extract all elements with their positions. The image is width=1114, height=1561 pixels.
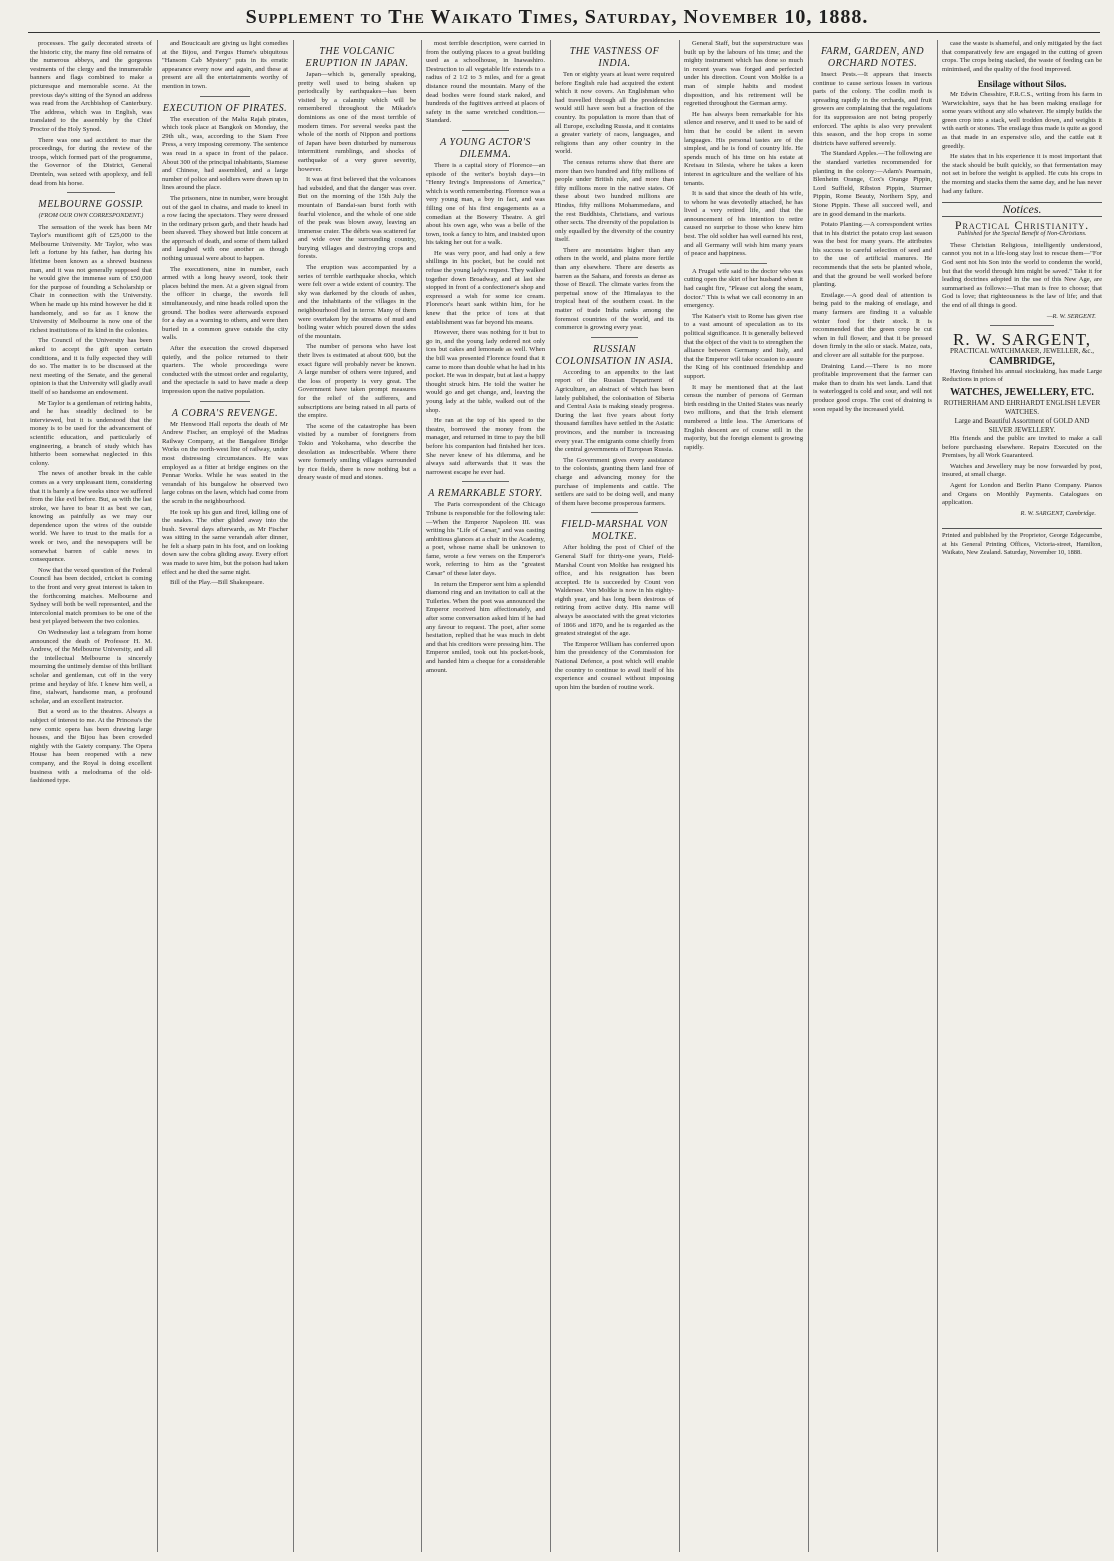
paragraph: The Paris correspondent of the Chicago Tribune is responsible for the following tale:—When the Emperor Napoleon III. was writing his "Life of Cæsar," and was casting ambitious glances at a chair in the Academy, a poet, whose name shall be unknown to fame, wrote a few verses on the Emperor's work, referring to him as the "greatest Cæsar" of these later days. [426, 501, 545, 578]
advertisement-stock: Large and Beautiful Assortment of GOLD AND SILVER JEWELLERY. [954, 417, 1090, 434]
masthead-rule [28, 32, 1100, 33]
separator [200, 401, 250, 402]
column-divider [550, 40, 551, 1552]
masthead: Supplement to The Waikato Times, Saturday, November 10, 1888. [245, 6, 869, 28]
paragraph: The Emperor William has conferred upon him the presidency of the Commission for National Defence, a post which will enable the country to continue to avail itself of his experience and counsel without imposing upon him the burden of routine work. [555, 640, 674, 691]
advertiser-name: R. W. SARGENT, [953, 330, 1091, 350]
paragraph: It was at first believed that the volcanoes had subsided, and that the danger was over. But on the morning of the 15th July the mountain of Bandai-san burst forth with fearful violence, and the whole of one side of the peak was blown away, leaving an immense crater. The débris was scattered far and wide over the surrounding country, burying villages and destroying crops and forests. [298, 176, 416, 261]
paragraph: The number of persons who have lost their lives is estimated at about 600, but the exact figure will probably never be known. A large number of others were injured, and the loss of property is very great. The Government have taken prompt measures for the relief of the sufferers, and subscriptions are being raised in all parts of the empire. [298, 343, 416, 420]
paragraph: General Staff, but the superstructure was built up by the labours of his time; and the mighty instrument which has done so much in recent years was forged and perfected under his direction. Count von Moltke is a man of simple habits and modest disposition, and his retirement will be regretted throughout the German army. [684, 40, 803, 108]
article-subheading: (FROM OUR OWN CORRESPONDENT.) [38, 212, 144, 220]
paragraph: Insect Pests.—It appears that insects continue to cause serious losses in various parts of the colony. The codlin moth is spreading rapidly in the orchards, and fruit growers are complaining that the regulations for its suppression are not being properly enforced. The aphis is also very prevalent this season, and the hop crops in some districts have suffered severely. [813, 71, 932, 147]
column-7 [813, 40, 932, 1552]
imprint-footer: Printed and published by the Proprietor, George Edgecumbe, at his General Printing Offices, Victoria-street, Hamilton, Waikato, New Zealand. Saturday, November 10, 1888. [942, 528, 1102, 557]
column-divider [808, 40, 809, 1552]
paragraph: Potato Planting.—A correspondent writes that in his district the potato crop last season was the best for many years. He attributes his success to careful selection of seed and to the use of artificial manures. He recommends that the sets be planted whole, and that the ground be well worked before planting. [813, 221, 932, 289]
separator [462, 481, 510, 482]
column-divider [679, 40, 680, 1552]
advertiser-trade: PRACTICAL WATCHMAKER, JEWELLER, &c., [949, 346, 1095, 355]
paragraph: The Standard Apples.—The following are the standard varieties recommended for planting in the colony:—Adam's Pearmain, Blenheim Orange, Cox's Orange Pippin, Lord Suffield, Ribston Pippin, Sturmer Pippin, Rome Beauty, Northern Spy, and Stone Pippin. These all succeed well, and are in good demand in the markets. [813, 150, 932, 218]
article-heading: A REMARKABLE STORY. [428, 488, 543, 500]
paragraph: After the execution the crowd dispersed quietly, and the police returned to their quarters. The whole proceedings were conducted with the utmost order and regularity, and the spectacle is said to have made a deep impression upon the native population. [162, 345, 288, 395]
paragraph: He states that in his experience it is most important that the stack should be built quickly, so that fermentation may not set in before the weight is applied. He cuts his crops in the morning and stacks them the same day, and he has never had any failure. [942, 153, 1102, 195]
advertisement-signature: R. W. SARGENT, Cambridge. [1020, 509, 1096, 517]
paragraph: According to an appendix to the last report of the Russian Department of Agriculture, an abstract of which has been lately published, the colonisation of Siberia and Central Asia is making steady progress. During the last five years about forty thousand families have settled in the Asiatic provinces, and the number is increasing every year. The emigrants come chiefly from the central governments of European Russia. [555, 368, 674, 454]
paragraph: processes. The gaily decorated streets of the historic city, the many fine old remains of the numerous abbeys, and the gorgeous vestments of the clergy and the innumerable banners and flags combined to make a picturesque and memorable scene. At the previous day's sitting of the Synod an address was read from the Archbishop of Canterbury. The address, which was in English, was translated to the assembly by the Chief Proctor of the Holy Synod. [30, 40, 152, 133]
column-5 [555, 40, 674, 1552]
column-divider [937, 40, 938, 1552]
separator [720, 263, 768, 264]
separator [462, 130, 510, 131]
paragraph: Draining Land.—There is no more profitable improvement that the farmer can make than to drain his wet lands. Land that is waterlogged is cold and sour, and will not produce good crops. The cost of draining is soon repaid by the increased yield. [813, 362, 932, 413]
article-heading: Ensilage without Silos. [977, 79, 1067, 90]
separator [200, 96, 250, 97]
paragraph: On Wednesday last a telegram from home announced the death of Professor H. M. Andrew, of the Melbourne University, and all the intellectual Melbourne is sincerely mourning the untimely demise of this brilliant scholar and gentleman, cut off in the very prime and heyday of life. I knew him well, a fine, stalwart, handsome man, a profound scholar, and an excellent instructor. [30, 629, 152, 705]
paragraph: Ten or eighty years at least were required before English rule had acquired the extent which it now covers. An Englishman who had travelled through all the presidencies would still have seen but a fraction of the country. Its population is more than that of all Europe, excluding Russia, and it contains a greater variety of races, languages, and religions than any other country in the world. [555, 71, 674, 156]
paragraph: Ensilage.—A good deal of attention is being paid to the making of ensilage, and many farmers are finding it a valuable winter food for their stock. It is recommended that the green crop be cut when in full flower, and that it be pressed down firmly in the silo or stack. Maize, oats, and clover are all suitable for the purpose. [813, 291, 932, 359]
article-heading: FARM, GARDEN, AND ORCHARD NOTES. [820, 46, 925, 69]
advertisement-body: These Christian Religious, intelligently understood, cannot you not in a life-long stay lost to rescue them—"For God sent not his Son into the world to condemn the world, but that the world through him might be saved." Take it for leading doctrines adopted in the use of this New Age, are summarised as follows:—That man is free to choose; that God is love; that righteousness is the law of life; and that the end of all things is good. [942, 241, 1102, 310]
advertiser-town: CAMBRIDGE, [989, 355, 1055, 367]
paragraph: The execution of the Malta Rajah pirates, which took place at Bangkok on Monday, the 29th ult., was, according to the Siam Free Press, a very imposing ceremony. The sentence was read in a space in front of the palace. About 300 of the principal inhabitants, Siamese and Chinese, had assembled, and a large number of police and soldiers were drawn up in lines around the place. [162, 115, 288, 192]
paragraph: There is a capital story of Florence—an episode of the writer's boyish days—in "Henry Irving's Impressions of America," which is worth remembering. Florence was a very young man, a boy in fact, and was filling one of his first engagements as a comedian at the Bowery Theatre. A girl about his own age, who was a belle of the town, took a fancy to him, and insisted upon his taking her out for a walk. [426, 161, 545, 247]
paragraph: The census returns show that there are more than two hundred and fifty millions of people under British rule, and more than fifty millions more in the native states. Of these about two hundred millions are Hindus, fifty millions Mohammedans, and the rest Buddhists, Christians, and various other sects. The diversity of the population is only equalled by the diversity of the country itself. [555, 158, 674, 244]
paragraph: The eruption was accompanied by a series of terrible earthquake shocks, which were felt over a wide extent of country. The sky was darkened by the clouds of ashes, and the inhabitants of the villages in the neighbourhood fled in terror. Many of them were overtaken by the streams of mud and boiling water which poured down the sides of the mountain. [298, 264, 416, 340]
column-1 [30, 40, 152, 1552]
advertisement-body: Having finished his annual stocktaking, has made Large Reductions in prices of [942, 367, 1102, 384]
notices-heading: Notices. [942, 202, 1102, 217]
advertisement-title: Practical Christianity. [954, 217, 1090, 232]
paragraph: case the waste is shameful, and only mitigated by the fact that comparatively few are engaged in the cutting of green crops. The crops being stacked, the waste of feeding can be minimised, and the quality of the food improved. [942, 40, 1102, 73]
paragraph: Mr Henwood Hall reports the death of Mr Andrew Fischer, an employé of the Madras Railway Company, at the Bangalore Bridge Works on the north-west line of railway, under most distressing circumstances. He was employed as a fitter at bridge engines on the Pennar Works. While he was seated in the verandah of his bungalow he observed two large cobras on the lawn, which had come from the scrub in the neighbourhood. [162, 420, 288, 505]
article-heading: THE VASTNESS OF INDIA. [569, 46, 660, 69]
advertisement-makers: ROTHERHAM AND EHRHARDT ENGLISH LEVER WATCHES. [943, 399, 1101, 416]
column-divider [293, 40, 294, 1552]
paragraph: The Government gives every assistance to the colonists, granting them land free of charge and advancing money for the purchase of implements and cattle. The settlers are said to be doing well, and many of them have become prosperous farmers. [555, 456, 674, 507]
paragraph: The Council of the University has been asked to accept the gift upon certain conditions, and it is fully expected they will do so. The matter is to be discussed at the next meeting of the Senate, and the general opinion is that the University will gladly avail itself of so handsome an endowment. [30, 337, 152, 396]
article-heading: THE VOLCANIC ERUPTION IN JAPAN. [305, 46, 409, 69]
paragraph: But a word as to the theatres. Always a subject of interest to me. At the Princess's the new comic opera has been drawing large houses, and the Bijou has been crowded nightly with the Gaiety company. The Opera House has been reopened with a new company, and the Royal is doing excellent business with a melodrama of the old-fashioned type. [30, 708, 152, 785]
paragraph: Bill of the Play.—Bill Shakespeare. [170, 579, 265, 587]
paragraph: There was one sad accident to mar the proceedings, for during the review of the troops, which formed part of the programme, the Governor of the District, General Drenteln, was seized with apoplexy, and fell dead from his horse. [30, 136, 152, 187]
article-heading: A YOUNG ACTOR'S DILEMMA. [440, 136, 531, 160]
paragraph: Japan—which is, generally speaking, pretty well used to being shaken up periodically by earthquakes—has been visited by a calamity which will be remembered throughout the Mikado's dominions as one of the most terrible of modern times. For several weeks past the whole of the north of Nippon and portions of Japan have been disturbed by numerous intermittent rumblings, and shocks of earthquake of a very grave severity, however. [298, 71, 416, 173]
paragraph: A Frugal wife said to the doctor who was cutting open the skirt of her husband when it had caught fire, "Please cut along the seam, doctor." This is what we call economy in an emergency. [684, 267, 803, 310]
article-heading: FIELD-MARSHAL VON MOLTKE. [561, 519, 668, 543]
paragraph: Mr Edwin Chesshire, F.R.C.S., writing from his farm in Warwickshire, says that he has been making ensilage for some years without any silo whatever. He simply builds the green crop into a stack, well trodden down, and weights it with earth or stones. The ensilage thus made is quite as good as that made in an expensive silo, and the cattle eat it greedily. [942, 90, 1102, 150]
article-heading: A COBRA'S REVENGE. [171, 407, 279, 419]
column-6 [684, 40, 803, 1552]
paragraph: most terrible description, were carried in from the outlying places to a great building used as a schoolhouse, in Inawashiro. Destruction to all vegetable life extends to a radius of 2 1/2 to 3 miles, and for a great distance round the mountain. Many of the dead bodies were found stark naked, and hundreds of the fugitives arrived at places of safety in the same wretched condition.—Standard. [426, 40, 545, 125]
column-divider [157, 40, 158, 1552]
column-4 [426, 40, 545, 1552]
separator [990, 325, 1054, 326]
paragraph: The news of another break in the cable comes as a very unpleasant item, considering that it is barely a few weeks since we suffered from the like evil before. But, as with the last stroke, we have to bear it as best we can, knowing as painfully as we may our dependence upon the wires of the outside world. We have to trust to the mails for a week or two, and the newspapers will be somewhat barren of cable news in consequence. [30, 470, 152, 564]
separator [591, 337, 639, 338]
column-2 [162, 40, 288, 1552]
paragraph: There are mountains higher than any others in the world, and plains more fertile than any elsewhere. There are deserts as barren as the Sahara, and forests as dense as those of Brazil. The climate varies from the perpetual snow of the Himalayas to the tropical heat of the southern coast. In the matter of trade India ranks among the foremost countries of the world, and its commerce is growing every year. [555, 246, 674, 332]
paragraph: The scene of the catastrophe has been visited by a number of foreigners from Tokio and Yokohama, who describe the desolation as indescribable. Where there were formerly smiling villages surrounded by rice fields, there is now nothing but a dreary waste of mud and stones. [298, 422, 416, 482]
paragraph: The prisoners, nine in number, were brought out of the gaol in chains, and made to kneel in a row facing the spectators. They were dressed in the ordinary prison garb, and their heads had been shaved. They showed but little concern at the approach of death, and some of them talked and laughed with one another as though nothing unusual were about to happen. [162, 194, 288, 263]
article-heading: RUSSIAN COLONISATION IN ASIA. [555, 343, 674, 367]
paragraph: It is said that since the death of his wife, to whom he was devotedly attached, he has lived a very retired life, and that the announcement of his intention to retire caused no surprise to those who knew him best. The old soldier has well earned his rest, and all Germany will wish him many years of peace and happiness. [684, 190, 803, 258]
advertisement-body: Watches and Jewellery may be now forwarded by post, insured, at small charge. [942, 462, 1102, 479]
paragraph: He ran at the top of his speed to the theatre, borrowed the money from the manager, and returned in time to pay the bill before his companion had finished her ices. She never knew of his dilemma, and he always said afterwards that it was the narrowest escape he ever had. [426, 417, 545, 476]
column-8 [942, 40, 1102, 1552]
paragraph: He has always been remarkable for his silence and reserve, and it used to be said of him that he could be silent in seven languages. His personal tastes are of the simplest, and he is fond of country life. He spends much of his time on his estate at Kreisau in Silesia, where he takes a keen interest in agriculture and the welfare of his tenants. [684, 110, 803, 187]
paragraph: In return the Emperor sent him a splendid diamond ring and an invitation to call at the Tuileries. When the poet was announced the Emperor received him affectionately, and after some conversation asked him if he had any favour to request. The poet, after some hesitation, replied that he was much in debt and that his creditors were pressing him. The Emperor smiled, took out his pocket-book, and handed him a cheque for a considerable amount. [426, 580, 545, 674]
paragraph: The executioners, nine in number, each armed with a long heavy sword, took their places behind the men. At a given signal from the officer in charge, the swords fell simultaneously, and nine heads rolled upon the ground. The bodies were afterwards exposed for a day as a warning to others, and were then buried in a common grave outside the city walls. [162, 265, 288, 342]
separator [591, 512, 639, 513]
paragraph: He took up his gun and fired, killing one of the snakes. The other glided away into the bush. Several days afterwards, as Mr Fischer was sitting in the same verandah after dinner, he felt a sharp pain in his foot, and on looking down saw the cobra gliding away. Every effort was made to save him, but the poison had taken effect and he died the same night. [162, 508, 288, 576]
paragraph: Mr Taylor is a gentleman of retiring habits, and he has steadily declined to be interviewed, but it is understood that the money is to be used for the advancement of scientific education, and particularly of engineering, a branch of study which has hitherto been somewhat neglected in this colony. [30, 399, 152, 467]
paragraph: He was very poor, and had only a few shillings in his pocket, but he could not refuse the young lady's request. They walked together down Broadway, and at last she stopped in front of a confectioner's shop and expressed a wish for some ice cream. Florence's heart sank within him, for he knew that the price of ices at that establishment was far beyond his means. [426, 249, 545, 326]
paragraph: It may be mentioned that at the last census the number of persons of German birth residing in the United States was nearly two millions, and that the Irish element numbered a little less. The Americans of English descent are of course still in the majority, but the foreign element is growing rapidly. [684, 383, 803, 451]
paragraph: Now that the vexed question of the Federal Council has been decided, cricket is coming to the front and very great interest is taken in the forthcoming matches. Melbourne and Sydney will both be well represented, and the intercolonial match promises to be one of the best yet played between the two colonies. [30, 566, 152, 626]
article-heading: EXECUTION OF PIRATES. [162, 102, 288, 114]
paragraph: After holding the post of Chief of the General Staff for thirty-one years, Field-Marshal Count von Moltke has resigned his office, and his resignation has been accepted. He is succeeded by Count von Waldersee. Von Moltke is now in his eighty-eighth year, and has long been desirous of retiring from active duty. His name will always be associated with the great victories of 1866 and 1870, and he is regarded as the greatest strategist of the age. [555, 544, 674, 638]
advertisement-body: Agent for London and Berlin Piano Company. Pianos and Organs on Monthly Payments. Catalogues on application. [942, 481, 1102, 507]
advertisement-signature: —R. W. SERGENT. [1046, 312, 1096, 320]
paragraph: and Boucicault are giving us light comedies at the Bijou, and Fergus Hume's ubiquitous "Hansom Cab Mystery" puts in its erratic appearance every now and again, and these at present are all the entertainments worthy of mention in town. [162, 40, 288, 90]
article-heading: MELBOURNE GOSSIP. [38, 199, 144, 211]
paragraph: The sensation of the week has been Mr Taylor's munificent gift of £25,000 to the Melbourne University. Mr Taylor, who was left a fortune by his father, has during his lifetime been known as a shrewd business man, and it was not generally supposed that he would give the immense sum of £50,000 for the purpose of founding a Scholarship or Chair in connection with the University. When he made up his mind however he did it handsomely, and so far as I know the University of Melbourne is now one of the richest institutions of its kind in the colonies. [30, 223, 152, 334]
advertisement-subtitle: Published for the Special Benefit of Non-Christians. [957, 230, 1087, 238]
paragraph: However, there was nothing for it but to go in, and the young lady ordered not only ices but cakes and lemonade as well. When the bill was presented Florence found that it came to more than double what he had in his pocket. He was in despair, but at last a happy thought struck him. He told the waiter he would go and get change, and, leaving the young lady at the table, walked out of the shop. [426, 329, 545, 414]
separator [67, 192, 116, 193]
paragraph: The Kaiser's visit to Rome has given rise to a vast amount of speculation as to its political significance. It is generally believed that the object of the visit is to strengthen the alliance between Germany and Italy, and that the Emperor will take occasion to assure the King of his continued friendship and support. [684, 312, 803, 380]
advertisement-body: His friends and the public are invited to make a call before purchasing elsewhere. Repairs Executed on the Premises, by all Work Guaranteed. [942, 435, 1102, 460]
advertisement-goods: WATCHES, JEWELLERY, ETC. [950, 387, 1094, 398]
column-3 [298, 40, 416, 1552]
column-divider [421, 40, 422, 1552]
